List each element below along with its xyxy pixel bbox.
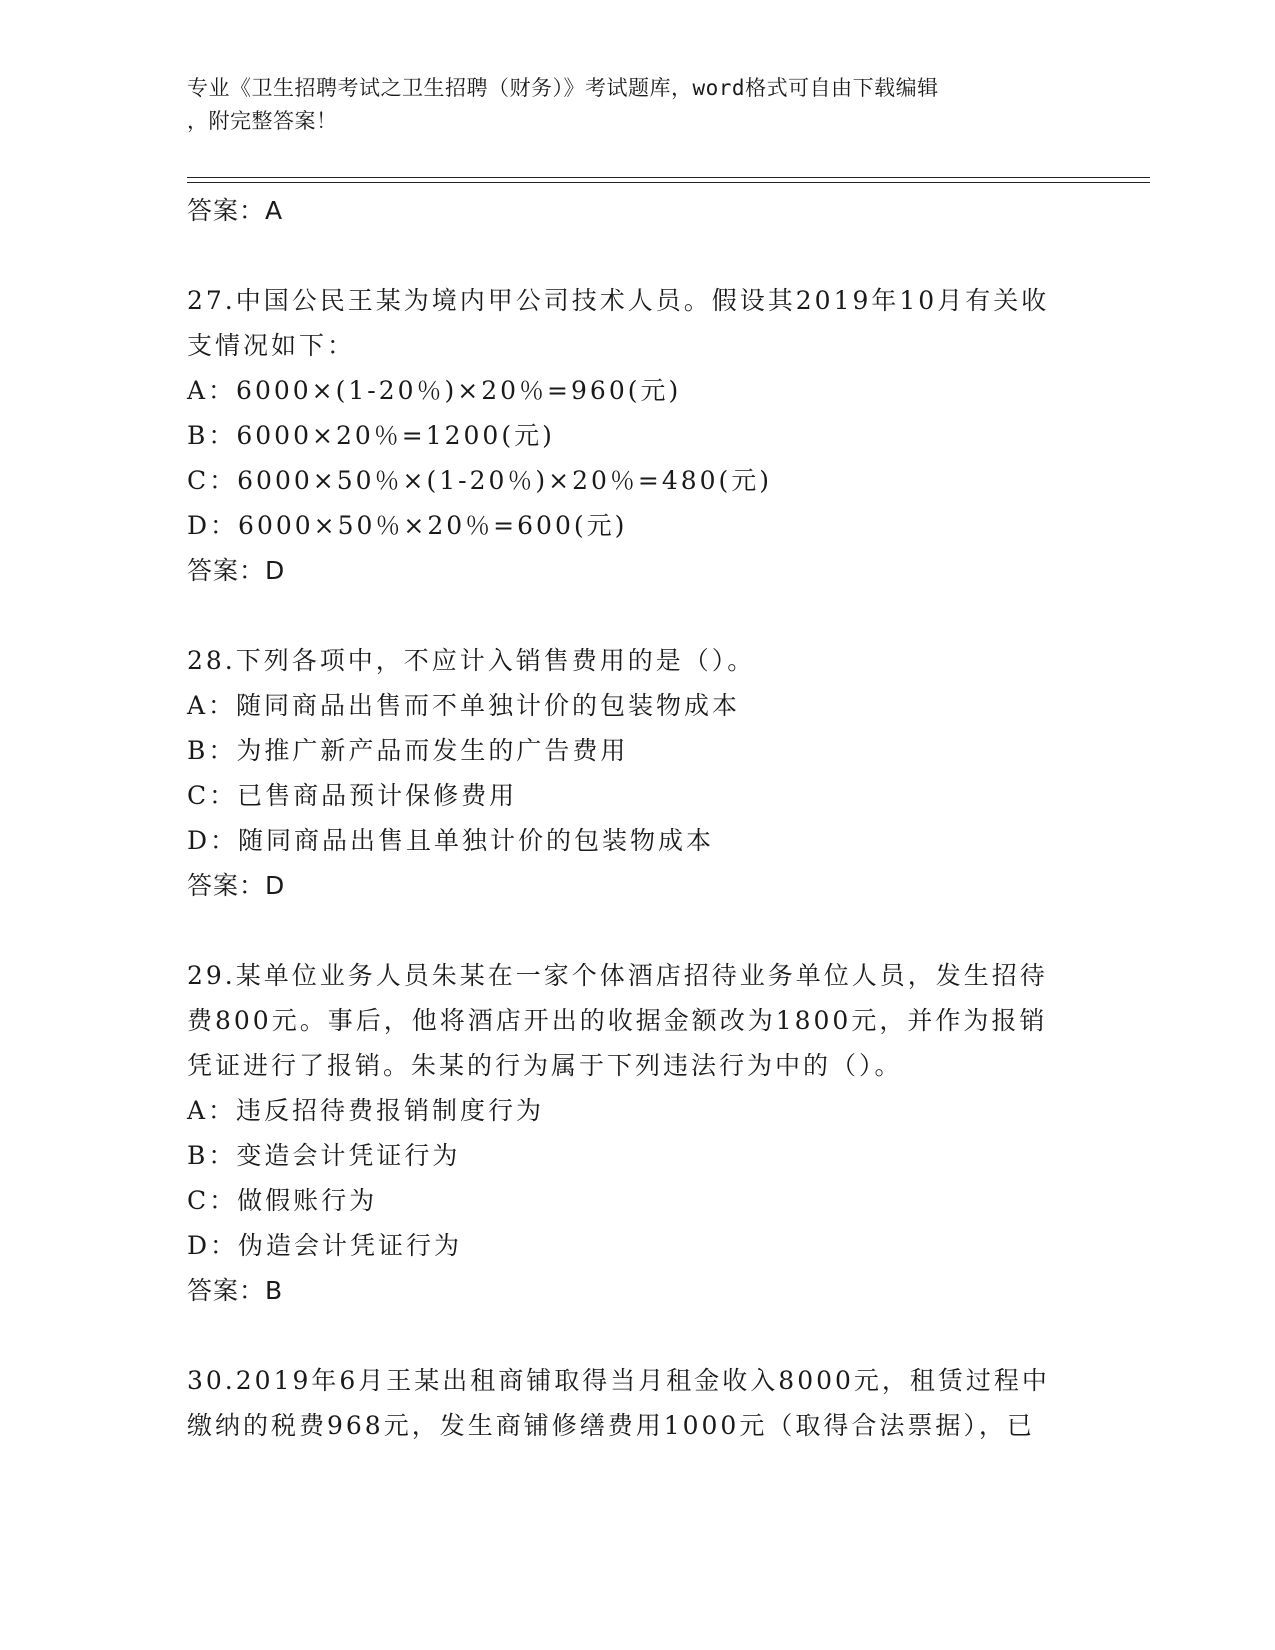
option-d: D：随同商品出售且单独计价的包装物成本 bbox=[187, 826, 715, 855]
question-29 bbox=[187, 953, 1067, 1313]
question-stem: 支情况如下： bbox=[187, 331, 356, 360]
question-stem: 27.中国公民王某为境内甲公司技术人员。假设其2019年10月有关收 bbox=[187, 286, 1050, 315]
header-divider-bottom bbox=[187, 182, 1150, 183]
option-b: B：为推广新产品而发生的广告费用 bbox=[187, 736, 629, 765]
question-27 bbox=[187, 278, 1067, 593]
answer: 答案：D bbox=[187, 556, 286, 585]
option-d: D：伪造会计凭证行为 bbox=[187, 1231, 463, 1260]
header-line-1: 专业《卫生招聘考试之卫生招聘（财务）》考试题库，word格式可自由下载编辑 bbox=[187, 76, 939, 100]
spacer bbox=[187, 1313, 1067, 1358]
previous-answer: 答案：A bbox=[187, 196, 284, 225]
answer: 答案：D bbox=[187, 871, 286, 900]
question-stem: 缴纳的税费968元，发生商铺修缮费用1000元（取得合法票据），已 bbox=[187, 1411, 1035, 1440]
spacer bbox=[187, 593, 1067, 638]
page-header bbox=[187, 72, 1067, 138]
option-a: A：6000×(1-20％)×20％=960(元) bbox=[187, 376, 682, 405]
option-c: C：6000×50％×(1-20％)×20％=480(元) bbox=[187, 466, 773, 495]
header-divider-top bbox=[187, 177, 1150, 178]
question-30 bbox=[187, 1358, 1067, 1448]
spacer bbox=[187, 908, 1067, 953]
question-stem: 28.下列各项中，不应计入销售费用的是（）。 bbox=[187, 646, 756, 675]
option-d: D：6000×50％×20％=600(元) bbox=[187, 511, 628, 540]
option-b: B：变造会计凭证行为 bbox=[187, 1141, 461, 1170]
option-b: B：6000×20％=1200(元) bbox=[187, 421, 555, 450]
spacer bbox=[187, 233, 1067, 278]
document-body bbox=[187, 188, 1067, 1448]
option-c: C：已售商品预计保修费用 bbox=[187, 781, 518, 810]
option-c: C：做假账行为 bbox=[187, 1186, 378, 1215]
question-stem: 29.某单位业务人员朱某在一家个体酒店招待业务单位人员，发生招待 bbox=[187, 961, 1048, 990]
question-stem: 费800元。事后，他将酒店开出的收据金额改为1800元，并作为报销 bbox=[187, 1006, 1048, 1035]
question-stem: 30.2019年6月王某出租商铺取得当月租金收入8000元，租赁过程中 bbox=[187, 1366, 1050, 1395]
option-a: A：违反招待费报销制度行为 bbox=[187, 1096, 545, 1125]
option-a: A：随同商品出售而不单独计价的包装物成本 bbox=[187, 691, 741, 720]
header-line-2: ，附完整答案！ bbox=[187, 109, 338, 133]
question-stem: 凭证进行了报销。朱某的行为属于下列违法行为中的（）。 bbox=[187, 1051, 903, 1080]
answer: 答案：B bbox=[187, 1276, 284, 1305]
question-28 bbox=[187, 638, 1067, 908]
